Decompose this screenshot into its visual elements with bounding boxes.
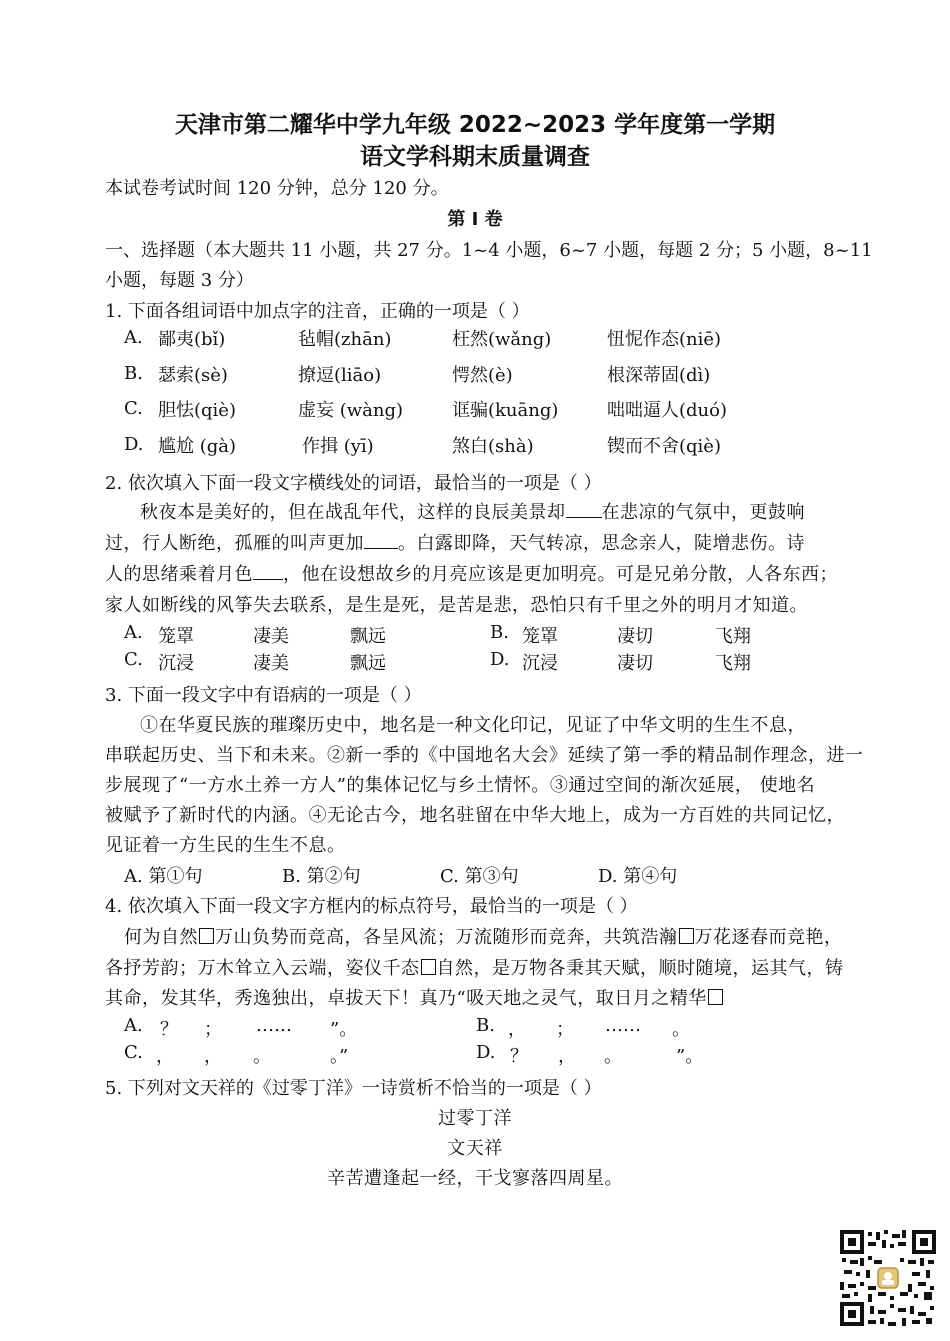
q2-option-d-item-1: 沉浸 bbox=[522, 653, 558, 674]
q5-stem: 5. 下列对文天祥的《过零丁洋》一诗赏析不恰当的一项是（ ） bbox=[105, 1078, 602, 1099]
q2-passage-line1 bbox=[140, 498, 805, 524]
volume-label: 第 I 卷 bbox=[447, 209, 503, 230]
q4-option-d-mark-3: 。 bbox=[604, 1046, 622, 1067]
q2-option-c-item-2: 凄美 bbox=[253, 653, 289, 674]
q2-passage-text-3b: ，他在设想故乡的月亮应该是更加明亮。可是兄弟分散，人各东西； bbox=[283, 564, 838, 585]
q2-option-a-item-2: 凄美 bbox=[253, 626, 289, 647]
q4-passage-text-2b: 自然，是万物各秉其天赋，顺时随境，运其气，铸 bbox=[436, 958, 844, 979]
q2-option-d-label: D. bbox=[490, 649, 510, 670]
q1-option-a-item-3: 枉然(wǎng) bbox=[452, 329, 552, 350]
q2-passage-text-2b: 。白露即降，天气转凉，思念亲人，陡增悲伤。诗 bbox=[398, 533, 805, 554]
poem-line-1: 辛苦遭逢起一经，干戈寥落四周星。 bbox=[327, 1168, 623, 1189]
q3-option-a: A. 第①句 bbox=[124, 866, 203, 887]
q4-option-a-mark-3: …… bbox=[256, 1015, 292, 1036]
q1-option-c-item-2: 虚妄 (wàng) bbox=[298, 400, 404, 421]
q1-option-c-item-1: 胆怯(qiè) bbox=[158, 400, 236, 421]
q2-option-d-item-3: 飞翔 bbox=[715, 653, 751, 674]
q1-option-d-item-2: 作揖 (yī) bbox=[302, 436, 374, 457]
q1-option-b-label: B. bbox=[124, 363, 143, 384]
q4-option-b-mark-1: ， bbox=[508, 1019, 526, 1040]
q1-option-c-item-4: 咄咄逼人(duó) bbox=[607, 400, 727, 421]
q2-option-b-item-2: 凄切 bbox=[617, 626, 653, 647]
q2-option-d-item-2: 凄切 bbox=[617, 653, 653, 674]
q2-passage-text-2a: 过，行人断绝，孤雁的叫声更加 bbox=[105, 533, 364, 554]
q4-box-1 bbox=[199, 928, 214, 944]
q1-option-b-item-2: 撩逗(liāo) bbox=[298, 365, 382, 386]
q2-passage-line4: 家人如断线的风筝失去联系，是生是死，是苦是悲，恐怕只有千里之外的明月才知道。 bbox=[105, 595, 808, 616]
exam-info: 本试卷考试时间 120 分钟，总分 120 分。 bbox=[105, 178, 449, 199]
q2-passage-text-3a: 人的思绪乘着月色 bbox=[105, 564, 253, 585]
q3-option-c: C. 第③句 bbox=[440, 866, 519, 887]
q2-passage-line2 bbox=[105, 529, 805, 555]
q4-option-c-mark-3: 。 bbox=[253, 1046, 271, 1067]
q4-passage-text-2a: 各抒芳韵；万木耸立入云端，姿仪千态 bbox=[105, 958, 420, 979]
q4-option-c-mark-1: ， bbox=[156, 1046, 174, 1067]
section-heading-line2: 小题，每题 3 分） bbox=[105, 270, 254, 291]
q1-stem: 1. 下面各组词语中加点字的注音，正确的一项是（ ） bbox=[105, 301, 530, 322]
exam-title-line2: 语文学科期末质量调查 bbox=[360, 144, 590, 170]
q2-passage-text-1b: 在悲凉的气氛中，更鼓响 bbox=[601, 502, 805, 523]
q2-option-a-label: A. bbox=[124, 622, 143, 643]
q3-passage-line2: 串联起历史、当下和未来。②新一季的《中国地名大会》延续了第一季的精品制作理念，进一 bbox=[105, 745, 864, 766]
q4-box-2 bbox=[679, 928, 694, 944]
q1-option-b-item-4: 根深蒂固(dì) bbox=[607, 365, 711, 386]
q4-passage-line3 bbox=[105, 984, 724, 1010]
q1-option-d-label: D. bbox=[124, 434, 144, 455]
q4-passage-text-3a: 其命，发其华，秀逸独出，卓拔天下！真乃“吸天地之灵气，取日月之精华 bbox=[105, 988, 707, 1009]
q2-option-c-item-3: 飘远 bbox=[350, 653, 386, 674]
q4-passage-text-1c: 万花逐春而竞艳， bbox=[694, 927, 843, 948]
q2-option-c-item-1: 沉浸 bbox=[158, 653, 194, 674]
q2-option-a-item-3: 飘远 bbox=[350, 626, 386, 647]
q2-blank-3 bbox=[253, 563, 283, 580]
q2-blank-1 bbox=[566, 501, 602, 518]
q4-passage-line1 bbox=[124, 923, 843, 949]
section-heading-line1: 一、选择题（本大题共 11 小题，共 27 分。1~4 小题，6~7 小题，每题 2 分；5 小题，8~11 bbox=[105, 240, 873, 261]
q3-option-b: B. 第②句 bbox=[282, 866, 361, 887]
q4-box-3 bbox=[421, 959, 436, 975]
q4-option-b-label: B. bbox=[476, 1015, 495, 1036]
q1-option-d-item-4: 锲而不舍(qiè) bbox=[607, 436, 721, 457]
q4-option-b-mark-2: ； bbox=[556, 1019, 574, 1040]
q2-passage-text-1a: 秋夜本是美好的，但在战乱年代，这样的良辰美景却 bbox=[140, 502, 566, 523]
q4-option-b-mark-4: 。 bbox=[672, 1019, 690, 1040]
q1-option-d-item-3: 煞白(shà) bbox=[452, 436, 534, 457]
exam-title-line1: 天津市第二耀华中学九年级 2022~2023 学年度第一学期 bbox=[174, 112, 776, 138]
q2-stem: 2. 依次填入下面一段文字横线处的词语，最恰当的一项是（ ） bbox=[105, 473, 602, 494]
q2-passage-line3 bbox=[105, 560, 838, 586]
q1-option-a-item-4: 忸怩作态(niē) bbox=[607, 329, 722, 350]
poem-title: 过零丁洋 bbox=[438, 1108, 512, 1129]
q2-option-a-item-1: 笼罩 bbox=[158, 626, 194, 647]
q2-option-b-label: B. bbox=[490, 622, 509, 643]
q4-option-d-mark-2: ， bbox=[558, 1046, 576, 1067]
q3-passage-line4: 被赋予了新时代的内涵。④无论古今，地名驻留在中华大地上，成为一方百姓的共同记忆， bbox=[105, 805, 845, 826]
q4-option-c-mark-4: 。” bbox=[330, 1046, 349, 1067]
q2-blank-2 bbox=[364, 532, 398, 549]
q4-option-a-label: A. bbox=[124, 1015, 143, 1036]
q3-passage-line1: ①在华夏民族的璀璨历史中，地名是一种文化印记，见证了中华文明的生生不息， bbox=[140, 715, 806, 736]
q4-option-a-mark-4: ”。 bbox=[330, 1019, 358, 1040]
q4-option-d-label: D. bbox=[476, 1042, 496, 1063]
q4-passage-line2 bbox=[105, 954, 844, 980]
q3-option-d: D. 第④句 bbox=[598, 866, 678, 887]
q4-passage-text-1a: 何为自然 bbox=[124, 927, 198, 948]
q1-option-b-item-1: 瑟索(sè) bbox=[158, 365, 228, 386]
q4-option-d-mark-1: ？ bbox=[510, 1046, 528, 1067]
q4-stem: 4. 依次填入下面一段文字方框内的标点符号，最恰当的一项是（ ） bbox=[105, 896, 638, 917]
q1-option-d-item-1: 尴尬 (gà) bbox=[158, 436, 237, 457]
q3-stem: 3. 下面一段文字中有语病的一项是（ ） bbox=[105, 685, 422, 706]
q4-passage-text-1b: 万山负势而竞高，各呈风流；万流随形而竞奔，共筑浩瀚 bbox=[215, 927, 678, 948]
q1-option-c-label: C. bbox=[124, 398, 143, 419]
q2-option-c-label: C. bbox=[124, 649, 143, 670]
q1-option-b-item-3: 愕然(è) bbox=[452, 365, 513, 386]
q2-option-b-item-3: 飞翔 bbox=[715, 626, 751, 647]
q1-option-a-label: A. bbox=[124, 327, 143, 348]
qr-code-icon bbox=[838, 1228, 938, 1328]
q4-box-4 bbox=[708, 989, 723, 1005]
q4-option-b-mark-3: …… bbox=[605, 1015, 641, 1036]
q4-option-a-mark-1: ？ bbox=[160, 1019, 178, 1040]
q1-option-a-item-1: 鄙夷(bǐ) bbox=[158, 329, 226, 350]
q3-passage-line5: 见证着一方生民的生生不息。 bbox=[105, 835, 346, 856]
q4-option-a-mark-2: ； bbox=[204, 1019, 222, 1040]
poem-author: 文天祥 bbox=[447, 1138, 503, 1159]
q2-option-b-item-1: 笼罩 bbox=[522, 626, 558, 647]
q1-option-a-item-2: 毡帽(zhān) bbox=[298, 329, 392, 350]
q1-option-c-item-3: 诓骗(kuāng) bbox=[452, 400, 559, 421]
q4-option-c-mark-2: ， bbox=[204, 1046, 222, 1067]
q3-passage-line3: 步展现了“一方水土养一方人”的集体记忆与乡土情怀。③通过空间的渐次延展， 使地名 bbox=[105, 775, 816, 796]
q4-option-d-mark-4: ”。 bbox=[676, 1046, 704, 1067]
q4-option-c-label: C. bbox=[124, 1042, 143, 1063]
